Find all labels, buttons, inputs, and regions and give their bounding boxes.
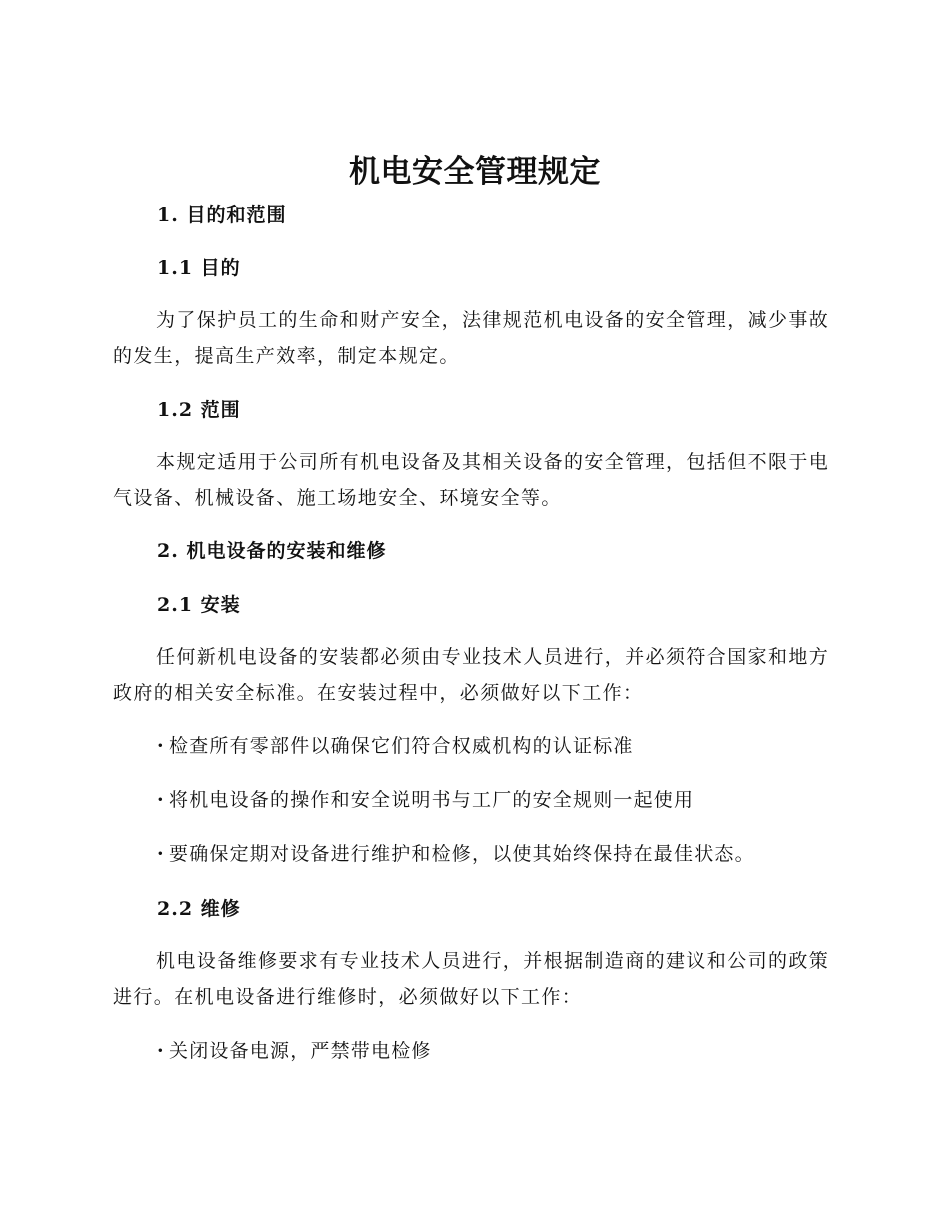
- list-item-text: 将机电设备的操作和安全说明书与工厂的安全规则一起使用: [169, 789, 695, 811]
- bullet-glyph: ·: [157, 789, 165, 811]
- bullet-glyph: ·: [157, 1040, 165, 1062]
- subsection-heading-1-2: 1.2 范围: [157, 399, 241, 421]
- section-heading-1: 1. 目的和范围: [157, 204, 287, 226]
- section-heading-2: 2. 机电设备的安装和维修: [157, 540, 387, 562]
- paragraph-installation: 任何新机电设备的安装都必须由专业技术人员进行，并必须符合国家和地方政府的相关安全标准。在安装过程中，必须做好以下工作：: [113, 646, 830, 704]
- subsection-heading-2-2: 2.2 维修: [157, 898, 241, 920]
- list-item: [157, 786, 694, 814]
- bullet-glyph: ·: [157, 843, 165, 865]
- list-item: [157, 840, 755, 868]
- list-item-text: 要确保定期对设备进行维护和检修，以使其始终保持在最佳状态。: [169, 843, 755, 865]
- paragraph-purpose: 为了保护员工的生命和财产安全，法律规范机电设备的安全管理，减少事故的发生，提高生产效率，制定本规定。: [113, 309, 830, 367]
- document-title: 机电安全管理规定: [349, 154, 601, 190]
- list-item: [157, 732, 634, 760]
- subsection-heading-2-1: 2.1 安装: [157, 594, 241, 616]
- list-item-text: 关闭设备电源，严禁带电检修: [169, 1040, 432, 1062]
- subsection-heading-1-1: 1.1 目的: [157, 257, 241, 279]
- list-item: [157, 1037, 432, 1065]
- paragraph-scope: 本规定适用于公司所有机电设备及其相关设备的安全管理，包括但不限于电气设备、机械设备、施工场地安全、环境安全等。: [113, 451, 830, 509]
- list-item-text: 检查所有零部件以确保它们符合权威机构的认证标准: [169, 735, 634, 757]
- paragraph-maintenance: 机电设备维修要求有专业技术人员进行，并根据制造商的建议和公司的政策进行。在机电设备进行维修时，必须做好以下工作：: [113, 950, 830, 1008]
- bullet-glyph: ·: [157, 735, 165, 757]
